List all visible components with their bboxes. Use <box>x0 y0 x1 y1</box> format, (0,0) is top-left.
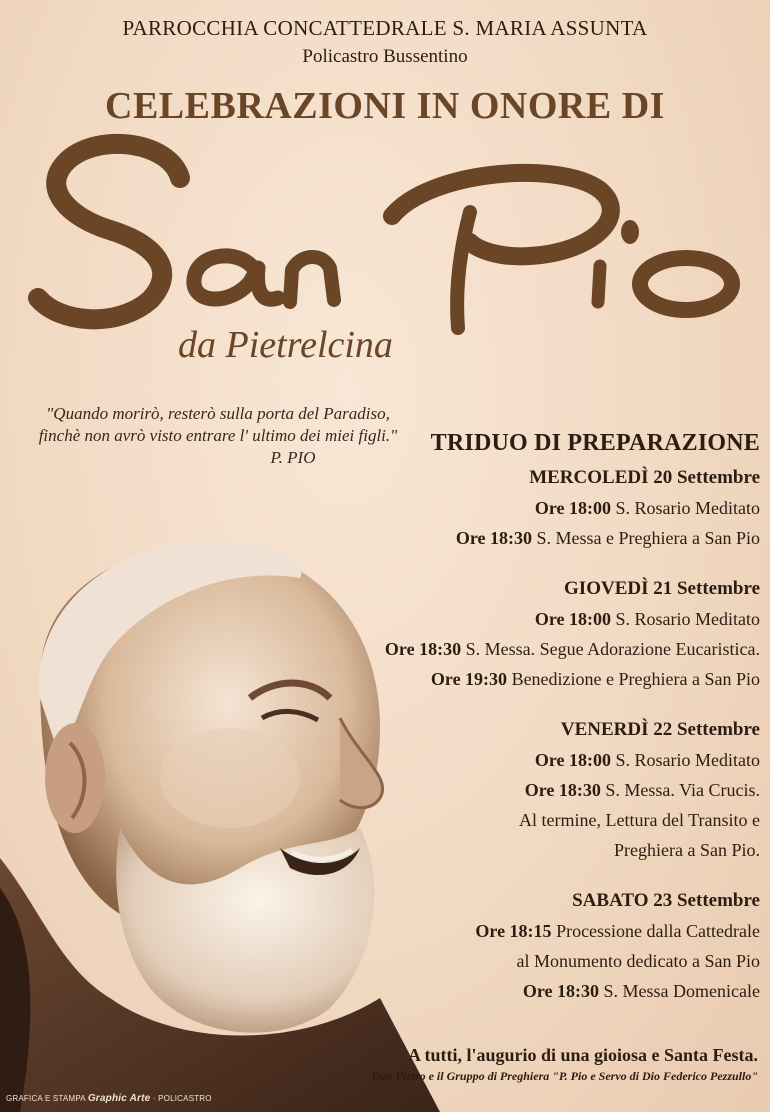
event-line <box>320 745 760 775</box>
event-time: Ore 19:30 <box>430 669 508 689</box>
quote-author: P. PIO <box>270 448 316 467</box>
event-line <box>320 634 760 664</box>
event-text: S. Messa e Preghiera a San Pio <box>536 528 760 548</box>
event-line <box>320 916 760 946</box>
celebration-title: CELEBRAZIONI IN ONORE DI <box>105 85 665 127</box>
program-schedule <box>320 430 760 1027</box>
event-line <box>320 946 760 976</box>
parish-name: PARROCCHIA CONCATTEDRALE S. MARIA ASSUNTA <box>122 16 648 40</box>
credit-suffix: · POLICASTRO <box>152 1094 212 1103</box>
event-line <box>320 805 760 835</box>
event-text: al Monumento dedicato a San Pio <box>516 951 760 971</box>
day-name: MERCOLEDÌ 20 Settembre <box>529 467 760 488</box>
town-name: Policastro Bussentino <box>302 46 468 67</box>
event-text: S. Messa Domenicale <box>603 981 760 1001</box>
credit-brand: Graphic Arte <box>87 1093 151 1104</box>
event-text: Processione dalla Cattedrale <box>556 921 760 941</box>
event-time: Ore 18:00 <box>534 498 611 518</box>
event-line <box>320 493 760 523</box>
event-time: Ore 18:00 <box>534 609 611 629</box>
event-text: Benedizione e Preghiera a San Pio <box>511 669 760 689</box>
print-credit <box>6 1093 212 1104</box>
footer-signature: Don Pietro e il Gruppo di Preghiera "P. Pio e Servo di Dio Federico Pezzullo" <box>371 1069 758 1083</box>
program-title: TRIDUO DI PREPARAZIONE <box>430 430 760 456</box>
event-time: Ore 18:15 <box>475 921 552 941</box>
footer <box>371 1045 758 1084</box>
event-line <box>320 604 760 634</box>
event-time: Ore 18:30 <box>384 639 462 659</box>
event-time: Ore 18:00 <box>534 750 611 770</box>
event-text: S. Rosario Meditato <box>615 609 760 629</box>
event-text: S. Messa. Via Crucis. <box>605 780 760 800</box>
saint-origin: da Pietrelcina <box>178 324 393 366</box>
event-time: Ore 18:30 <box>524 780 601 800</box>
event-text: Preghiera a San Pio. <box>614 840 760 860</box>
event-line <box>320 835 760 865</box>
event-time: Ore 18:30 <box>522 981 600 1001</box>
event-text: S. Messa. Segue Adorazione Eucaristica. <box>465 639 760 659</box>
credit-prefix: GRAFICA E STAMPA <box>6 1094 86 1103</box>
event-text: S. Rosario Meditato <box>615 498 760 518</box>
event-text: Al termine, Lettura del Transito e <box>519 810 760 830</box>
event-line <box>320 976 760 1006</box>
day-name: GIOVEDÌ 21 Settembre <box>564 578 760 599</box>
event-line <box>320 664 760 694</box>
day-block <box>320 886 760 1006</box>
quote-line: "Quando morirò, resterò sulla porta del Paradiso, <box>46 404 390 423</box>
day-block <box>320 574 760 694</box>
event-line <box>320 775 760 805</box>
footer-wish: A tutti, l'augurio di una gioiosa e Santa Festa. <box>407 1045 758 1065</box>
event-time: Ore 18:30 <box>455 528 533 548</box>
san-pio-lettering <box>0 120 770 340</box>
day-name: SABATO 23 Settembre <box>572 890 760 911</box>
quote-line: finchè non avrò visto entrare l' ultimo dei miei figli." <box>38 426 398 445</box>
event-text: S. Rosario Meditato <box>615 750 760 770</box>
event-line <box>320 523 760 553</box>
day-block <box>320 463 760 553</box>
day-block <box>320 715 760 865</box>
day-name: VENERDÌ 22 Settembre <box>560 719 760 740</box>
